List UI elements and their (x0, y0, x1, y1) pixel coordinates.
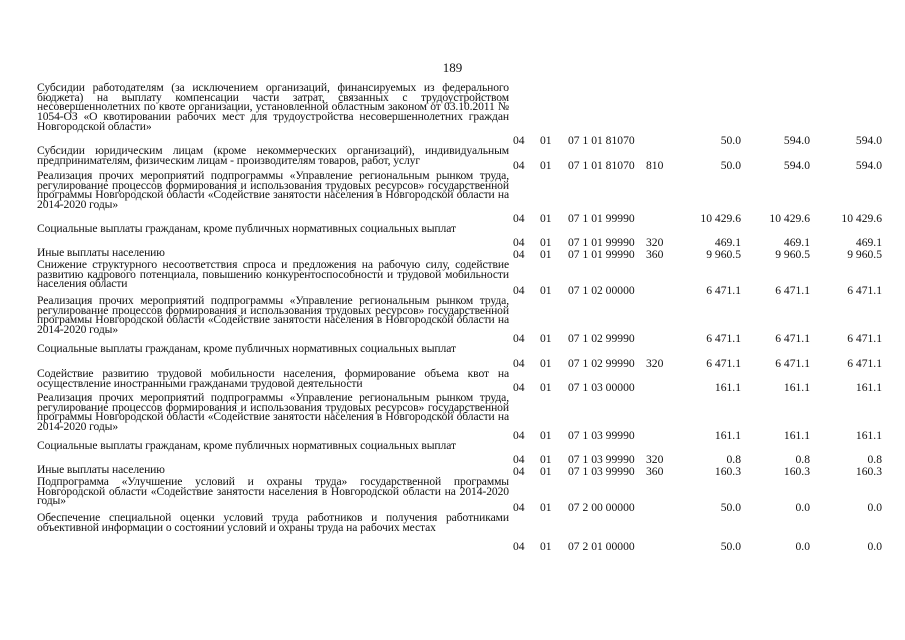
target-article-code: 07 1 03 99990 (568, 453, 635, 466)
amount-year-3: 6 471.1 (847, 357, 882, 370)
section-code: 04 (513, 540, 525, 553)
row-description: Обеспечение специальной оценки условий труда работников и получения работниками объективной информации о состоянии условий и охраны труда на рабочих местах (37, 511, 509, 534)
amount-year-3: 0.0 (867, 501, 882, 514)
row-description: Реализация прочих мероприятий подпрограммы «Управление региональным рынком труда, регулирование процессов формирования и использования трудовых ресурсов» государственной программы Новгородской области «Содействие занятости населения в Новгородской области на 2014-2020 годы» (37, 169, 509, 212)
subsection-code: 01 (540, 159, 552, 172)
table-row (37, 393, 882, 441)
subsection-code: 01 (540, 501, 552, 514)
amount-year-1: 50.0 (720, 134, 741, 147)
amount-year-3: 161.1 (855, 381, 882, 394)
section-code: 04 (513, 357, 525, 370)
table-row (37, 260, 882, 296)
subsection-code: 01 (540, 134, 552, 147)
expense-type-code: 320 (646, 453, 664, 466)
target-article-code: 07 1 03 99990 (568, 429, 635, 442)
amount-year-2: 594.0 (783, 134, 810, 147)
subsection-code: 01 (540, 236, 552, 249)
amount-year-3: 469.1 (855, 236, 882, 249)
subsection-code: 01 (540, 284, 552, 297)
amount-year-3: 6 471.1 (847, 332, 882, 345)
table-row (37, 477, 882, 513)
amount-year-2: 10 429.6 (769, 212, 810, 225)
amount-year-2: 161.1 (783, 381, 810, 394)
section-code: 04 (513, 212, 525, 225)
page-number: 189 (442, 60, 463, 75)
target-article-code: 07 1 03 99990 (568, 465, 635, 478)
amount-year-2: 469.1 (783, 236, 810, 249)
target-article-code: 07 2 00 00000 (568, 501, 635, 514)
row-description: Подпрограмма «Улучшение условий и охраны труда» государственной программы Новгородской области «Содействие занятости населения в Новгородской области на 2014-2020 годы» (37, 475, 509, 508)
expense-type-code: 320 (646, 236, 664, 249)
target-article-code: 07 1 03 00000 (568, 381, 635, 394)
amount-year-3: 594.0 (855, 134, 882, 147)
amount-year-2: 9 960.5 (775, 248, 810, 261)
section-code: 04 (513, 429, 525, 442)
amount-year-1: 161.1 (714, 429, 741, 442)
row-description: Иные выплаты населению (37, 246, 165, 259)
amount-year-2: 0.0 (795, 540, 810, 553)
amount-year-1: 9 960.5 (706, 248, 741, 261)
expense-type-code: 320 (646, 357, 664, 370)
amount-year-2: 160.3 (783, 465, 810, 478)
row-description: Социальные выплаты гражданам, кроме публичных нормативных социальных выплат (37, 222, 456, 235)
expense-type-code: 360 (646, 248, 664, 261)
target-article-code: 07 1 01 81070 (568, 134, 635, 147)
section-code: 04 (513, 465, 525, 478)
expense-type-code: 810 (646, 159, 664, 172)
target-article-code: 07 1 01 81070 (568, 159, 635, 172)
section-code: 04 (513, 332, 525, 345)
section-code: 04 (513, 381, 525, 394)
subsection-code: 01 (540, 381, 552, 394)
row-description: Социальные выплаты гражданам, кроме публичных нормативных социальных выплат (37, 439, 456, 452)
target-article-code: 07 2 01 00000 (568, 540, 635, 553)
amount-year-3: 161.1 (855, 429, 882, 442)
section-code: 04 (513, 501, 525, 514)
amount-year-2: 0.8 (795, 453, 810, 466)
amount-year-3: 6 471.1 (847, 284, 882, 297)
subsection-code: 01 (540, 453, 552, 466)
amount-year-1: 469.1 (714, 236, 741, 249)
subsection-code: 01 (540, 357, 552, 370)
subsection-code: 01 (540, 212, 552, 225)
subsection-code: 01 (540, 465, 552, 478)
amount-year-1: 6 471.1 (706, 284, 741, 297)
amount-year-1: 6 471.1 (706, 332, 741, 345)
subsection-code: 01 (540, 429, 552, 442)
section-code: 04 (513, 248, 525, 261)
amount-year-2: 161.1 (783, 429, 810, 442)
table-row (37, 344, 882, 369)
target-article-code: 07 1 02 99990 (568, 332, 635, 345)
row-description: Субсидии юридическим лицам (кроме некоммерческих организаций), индивидуальным предпринимателям, физическим лицам - производителям товаров, работ, услуг (37, 144, 509, 167)
table-row (37, 296, 882, 344)
amount-year-3: 160.3 (855, 465, 882, 478)
amount-year-3: 10 429.6 (841, 212, 882, 225)
amount-year-2: 6 471.1 (775, 357, 810, 370)
amount-year-2: 0.0 (795, 501, 810, 514)
amount-year-1: 50.0 (720, 501, 741, 514)
section-code: 04 (513, 134, 525, 147)
amount-year-2: 6 471.1 (775, 332, 810, 345)
row-description: Реализация прочих мероприятий подпрограммы «Управление региональным рынком труда, регулирование процессов формирования и использования трудовых ресурсов» государственной программы Новгородской области «Содействие занятости населения в Новгородской области на 2014-2020 годы» (37, 391, 509, 434)
table-row (37, 171, 882, 224)
section-code: 04 (513, 284, 525, 297)
amount-year-1: 0.8 (726, 453, 741, 466)
table-row (37, 146, 882, 171)
target-article-code: 07 1 02 99990 (568, 357, 635, 370)
amount-year-1: 50.0 (720, 159, 741, 172)
table-row (37, 441, 882, 465)
row-description: Субсидии работодателям (за исключением организаций, финансируемых из федерального бюджета) на выплату компенсации части затрат, связанных с трудоустройством несовершеннолетних по квоте организации, установленной областным законом от 03.10.2011 № 1054-ОЗ «О квотировании рабочих мест для трудоустройства несовершеннолетних граждан Новгородской области» (37, 81, 509, 133)
amount-year-3: 0.8 (867, 453, 882, 466)
subsection-code: 01 (540, 540, 552, 553)
amount-year-3: 9 960.5 (847, 248, 882, 261)
section-code: 04 (513, 236, 525, 249)
section-code: 04 (513, 453, 525, 466)
row-description: Реализация прочих мероприятий подпрограммы «Управление региональным рынком труда, регулирование процессов формирования и использования трудовых ресурсов» государственной программы Новгородской области «Содействие занятости населения в Новгородской области на 2014-2020 годы» (37, 294, 509, 337)
amount-year-1: 10 429.6 (700, 212, 741, 225)
subsection-code: 01 (540, 332, 552, 345)
row-description: Иные выплаты населению (37, 463, 165, 476)
table-row (37, 83, 882, 146)
amount-year-3: 0.0 (867, 540, 882, 553)
table-row (37, 224, 882, 248)
target-article-code: 07 1 01 99990 (568, 212, 635, 225)
target-article-code: 07 1 02 00000 (568, 284, 635, 297)
amount-year-2: 594.0 (783, 159, 810, 172)
amount-year-3: 594.0 (855, 159, 882, 172)
target-article-code: 07 1 01 99990 (568, 248, 635, 261)
row-description: Содействие развитию трудовой мобильности населения, формирование объема квот на осуществление иностранными гражданами трудовой деятельности (37, 367, 509, 390)
target-article-code: 07 1 01 99990 (568, 236, 635, 249)
section-code: 04 (513, 159, 525, 172)
amount-year-1: 50.0 (720, 540, 741, 553)
amount-year-2: 6 471.1 (775, 284, 810, 297)
amount-year-1: 6 471.1 (706, 357, 741, 370)
row-description: Снижение структурного несоответствия спроса и предложения на рабочую силу, содействие развитию кадрового потенциала, повышению конкурентоспособности и трудовой мобильности населения области (37, 258, 509, 291)
expense-type-code: 360 (646, 465, 664, 478)
amount-year-1: 161.1 (714, 381, 741, 394)
table-row (37, 513, 882, 552)
row-description: Социальные выплаты гражданам, кроме публичных нормативных социальных выплат (37, 342, 456, 355)
amount-year-1: 160.3 (714, 465, 741, 478)
table-row (37, 369, 882, 393)
budget-table (37, 83, 882, 552)
subsection-code: 01 (540, 248, 552, 261)
